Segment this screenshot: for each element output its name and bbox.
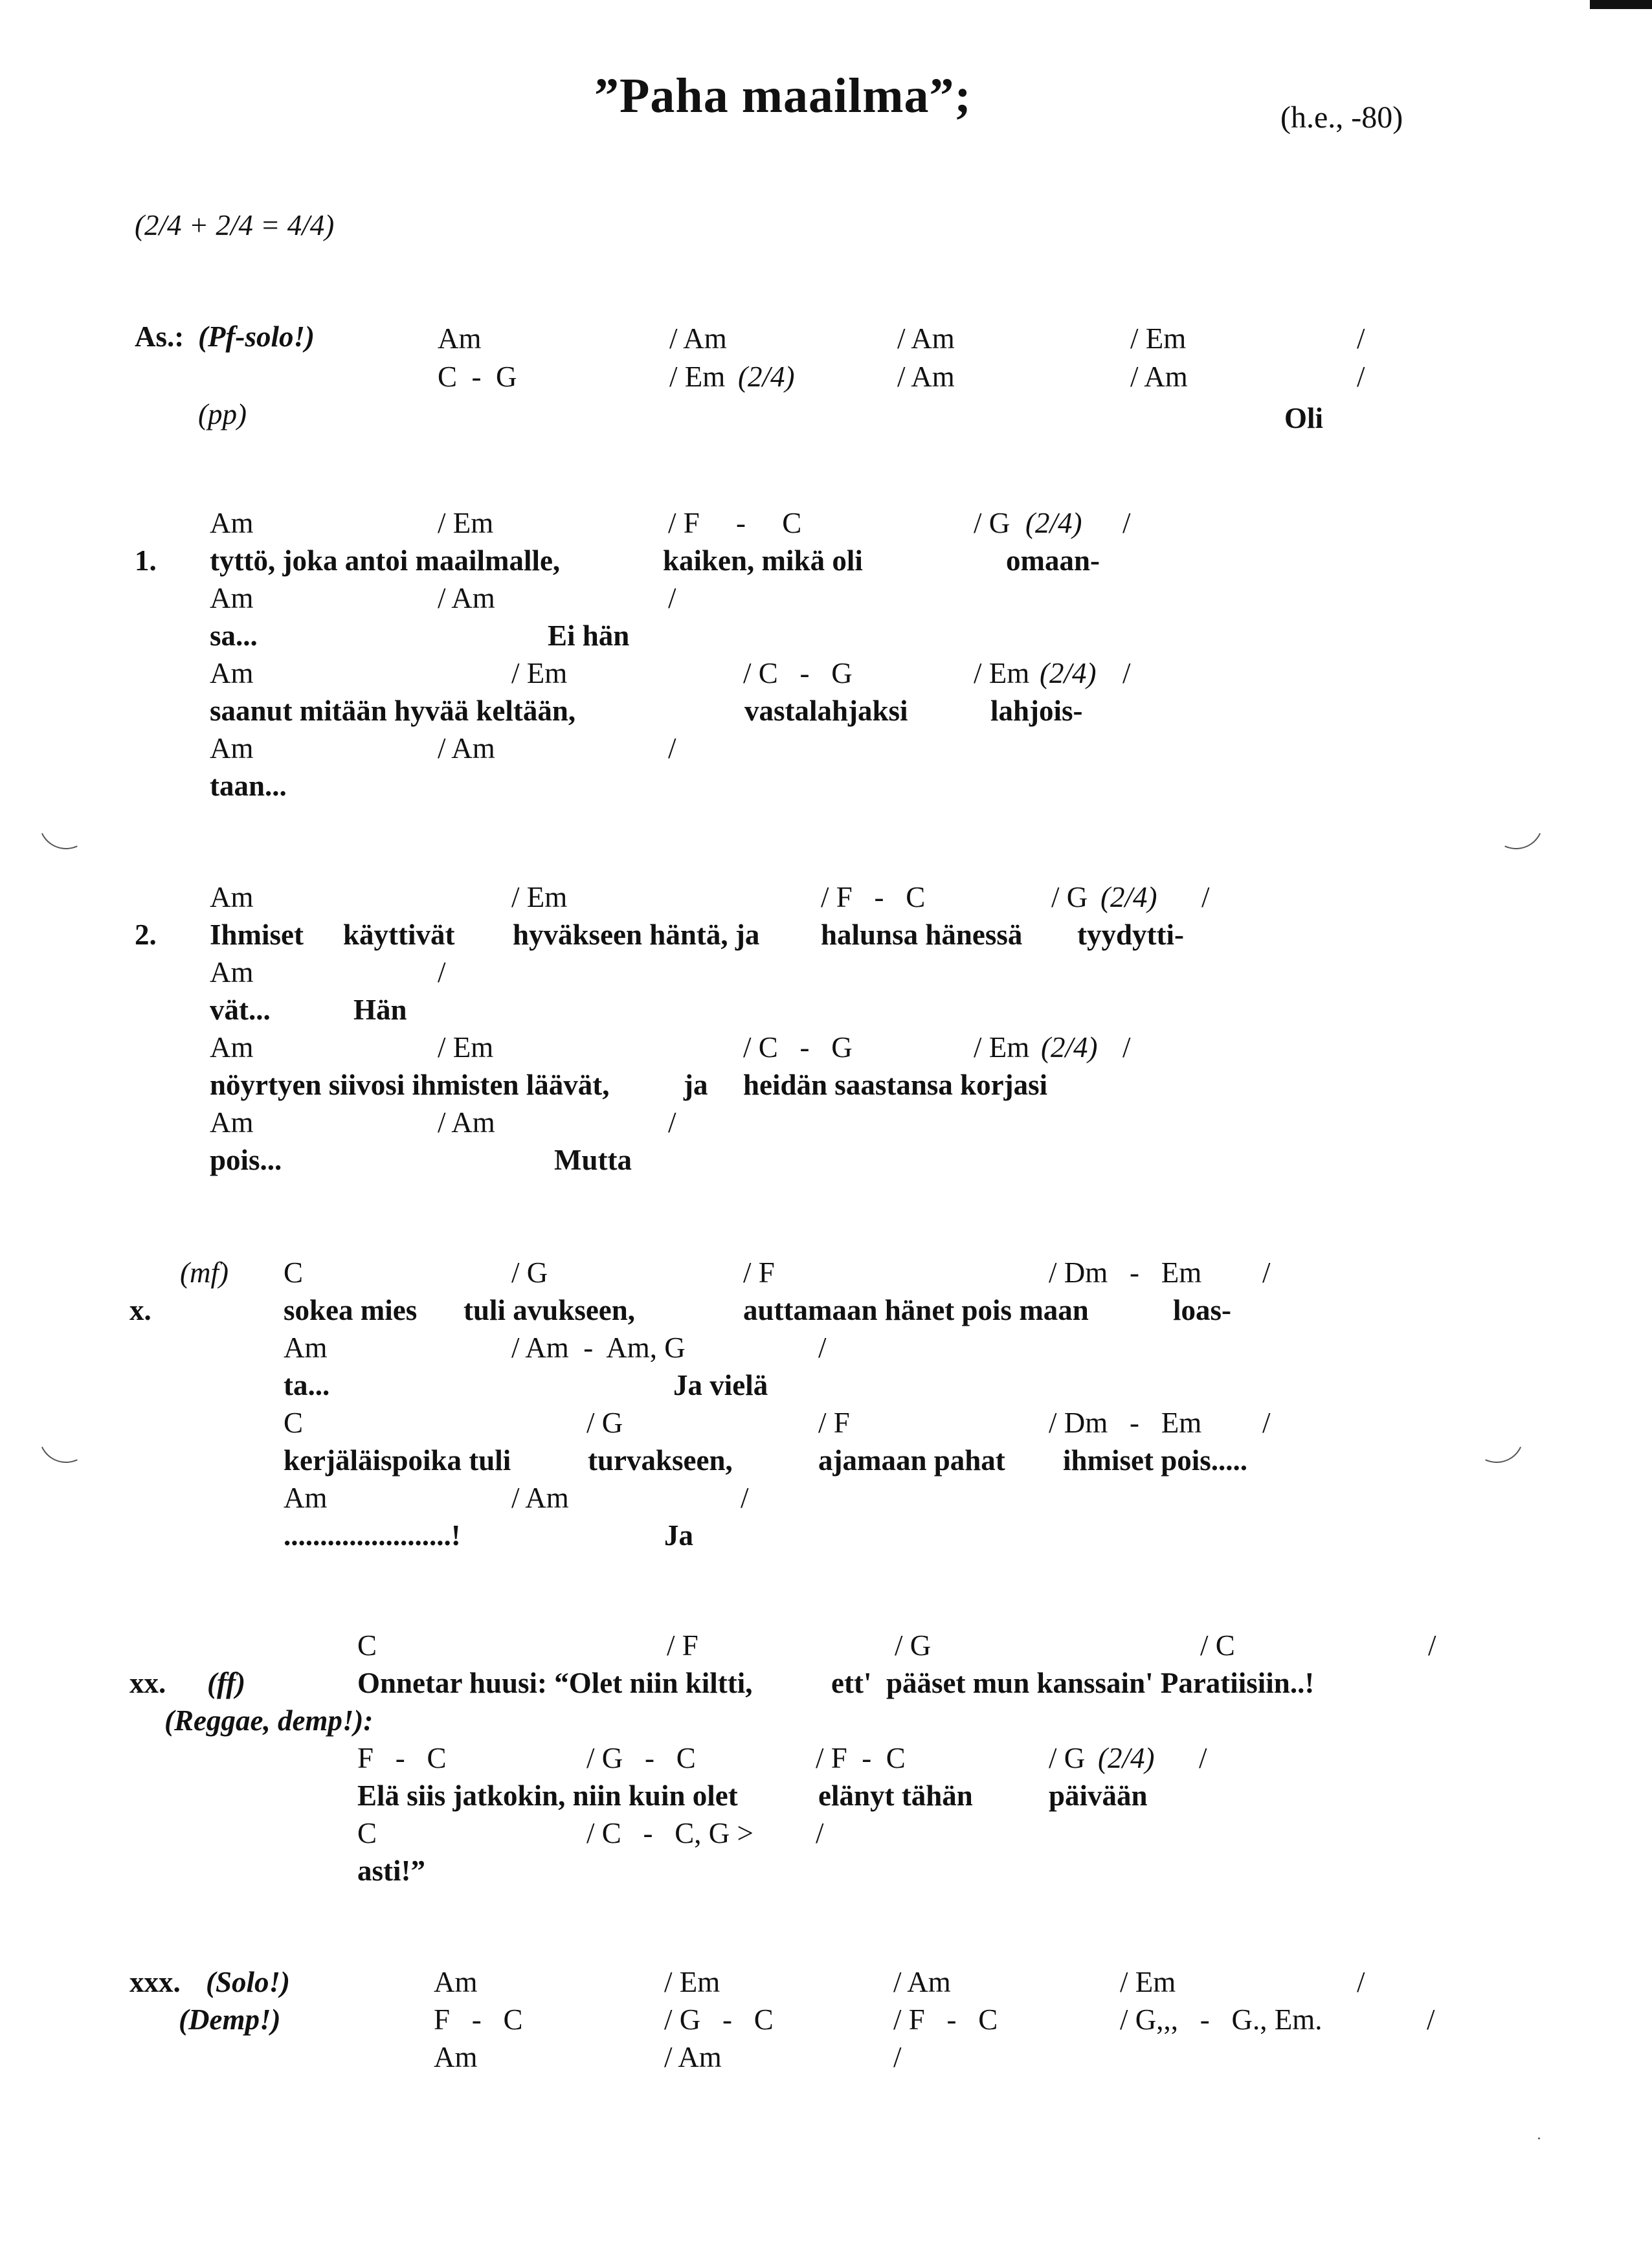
verse-number: 2. — [135, 919, 157, 951]
verse-number: 1. — [135, 544, 157, 577]
lyric: kerjäläispoika tuli — [284, 1444, 511, 1477]
bar-line: / — [668, 1106, 676, 1139]
chord: / G - C — [586, 1742, 696, 1774]
intro-label-note: (Pf-solo!) — [198, 320, 315, 353]
chord: / C - C, G > — [586, 1817, 753, 1849]
chord: / G - C — [664, 2003, 774, 2036]
chord: Am — [210, 1106, 254, 1139]
chord: C — [357, 1817, 377, 1849]
bar-line: / — [818, 1332, 827, 1364]
lyric: sokea mies — [284, 1294, 418, 1326]
lyric: Mutta — [554, 1144, 632, 1176]
lyric: Elä siis jatkokin, niin kuin olet — [357, 1779, 738, 1812]
lyric: sa... — [210, 619, 258, 652]
verse-number: xx. — [129, 1667, 166, 1699]
bar-line: / — [438, 956, 446, 988]
lyric: taan... — [210, 770, 287, 802]
chord: / F — [818, 1407, 850, 1439]
chord: / G — [974, 507, 1018, 539]
chord: / C - G — [743, 1031, 853, 1064]
chord: Am — [284, 1332, 328, 1364]
chord: / Em — [1130, 322, 1187, 355]
song-title: ”Paha maailma”; — [594, 69, 972, 123]
meter-mark: (2/4) — [1040, 657, 1097, 689]
lyric: nöyrtyen siivosi ihmisten läävät, — [210, 1069, 610, 1101]
chord: / G — [586, 1407, 623, 1439]
chord: / Am — [438, 732, 495, 764]
lyric: tyttö, joka antoi maailmalle, — [210, 544, 561, 577]
dynamic-mark: (ff) — [207, 1667, 246, 1699]
bar-line: / — [1122, 1031, 1131, 1064]
lyric: kaiken, mikä oli — [663, 544, 863, 577]
chord: / Em — [669, 361, 733, 393]
chord: / Em — [438, 1031, 494, 1064]
lyric: elänyt tähän — [818, 1779, 973, 1812]
meter-mark: (2/4) — [1098, 1742, 1155, 1774]
chord: Am — [434, 1966, 478, 1998]
lyric: Ja — [664, 1519, 693, 1552]
chord: / Am — [897, 361, 955, 393]
bar-line: / — [893, 2041, 902, 2073]
lyric: vät... — [210, 994, 271, 1026]
bar-line: / — [1428, 1629, 1436, 1662]
solo-note: (Solo!) — [206, 1966, 291, 1998]
chord: / G — [895, 1629, 932, 1662]
lyric: lahjois- — [990, 695, 1083, 727]
lyric: ett' pääset mun kanssain' Paratiisiin..! — [831, 1667, 1315, 1699]
chord: / Em — [438, 507, 494, 539]
chord: C — [284, 1256, 304, 1289]
chord: / Am — [511, 1482, 569, 1514]
song-credit: (h.e., -80) — [1280, 100, 1403, 135]
chord: F - C — [357, 1742, 447, 1774]
bar-line: / — [1357, 1966, 1365, 1998]
bar-line: / — [1122, 657, 1131, 689]
intro-label: As.: — [135, 320, 184, 353]
chord: F - C — [434, 2003, 523, 2036]
chord: / Am — [438, 582, 495, 614]
chord: Am — [210, 881, 254, 913]
meter-mark: (2/4) — [1100, 881, 1157, 913]
bar-line: / — [1262, 1407, 1271, 1439]
punch-hole-shadow — [31, 787, 101, 857]
chord: Am — [284, 1482, 328, 1514]
dynamic-mark: (pp) — [198, 398, 247, 430]
chord: / F — [667, 1629, 698, 1662]
lyric: .......................! — [284, 1519, 461, 1552]
chord: / C — [1200, 1629, 1235, 1662]
lyric: ja — [684, 1069, 708, 1101]
chord: / Em — [974, 1031, 1037, 1064]
chord: / G — [511, 1256, 548, 1289]
scan-speck — [1538, 2137, 1540, 2139]
bar-line: / — [668, 582, 676, 614]
bar-line: / — [1357, 361, 1365, 393]
chord: / Dm - Em — [1049, 1407, 1202, 1439]
bar-line: / — [741, 1482, 749, 1514]
lyric: Oli — [1284, 402, 1324, 434]
lyric: asti!” — [357, 1855, 425, 1887]
chord: Am — [210, 732, 254, 764]
lyric: käyttivät — [343, 919, 455, 951]
meter-mark: (2/4) — [738, 361, 795, 393]
chord: / Am — [897, 322, 955, 355]
lyric: loas- — [1173, 1294, 1231, 1326]
chord: / G — [1049, 1742, 1093, 1774]
bar-line: / — [816, 1817, 824, 1849]
chord: / F - C — [893, 2003, 998, 2036]
style-note: (Reggae, demp!): — [164, 1704, 374, 1737]
chord: Am — [438, 322, 482, 355]
chord: / Em — [511, 881, 568, 913]
lyric: hyväkseen häntä, ja — [513, 919, 760, 951]
lyric: turvakseen, — [588, 1444, 733, 1477]
lyric: tuli avukseen, — [463, 1294, 636, 1326]
lyric: Onnetar huusi: “Olet niin kiltti, — [357, 1667, 753, 1699]
chord: / Am — [1130, 361, 1188, 393]
lyric: Ei hän — [548, 619, 630, 652]
lyric: halunsa hänessä — [821, 919, 1023, 951]
chord: / F — [743, 1256, 775, 1289]
bar-line: / — [1262, 1256, 1271, 1289]
chord: Am — [210, 657, 254, 689]
chord: / F - C — [668, 507, 802, 539]
meter-mark: (2/4) — [1025, 507, 1082, 539]
chord: / G — [1051, 881, 1095, 913]
lyric: pois... — [210, 1144, 282, 1176]
chord: / Em — [664, 1966, 720, 1998]
chord: Am — [210, 956, 254, 988]
verse-number: xxx. — [129, 1966, 181, 1998]
chord: C - G — [438, 361, 517, 393]
chord: / Dm - Em — [1049, 1256, 1202, 1289]
lyric: vastalahjaksi — [744, 695, 908, 727]
meter-note: (2/4 + 2/4 = 4/4) — [135, 209, 335, 241]
chord: / Em — [974, 657, 1037, 689]
demp-note: (Demp!) — [179, 2003, 281, 2036]
dynamic-mark: (mf) — [180, 1256, 229, 1289]
lyric: Hän — [353, 994, 407, 1026]
chord: Am — [210, 507, 254, 539]
punch-hole-shadow — [1462, 1401, 1532, 1471]
bar-line: / — [1199, 1742, 1207, 1774]
lyric: saanut mitään hyvää keltään, — [210, 695, 576, 727]
chord: / Am - Am, G — [511, 1332, 686, 1364]
scan-edge-mark — [1590, 0, 1652, 9]
chord: / Am — [438, 1106, 495, 1139]
meter-mark: (2/4) — [1041, 1031, 1098, 1064]
lyric: ta... — [284, 1369, 330, 1401]
bar-line: / — [1427, 2003, 1435, 2036]
lyric: Ihmiset — [210, 919, 304, 951]
chord: C — [284, 1407, 304, 1439]
bar-line: / — [1201, 881, 1210, 913]
punch-hole-shadow — [31, 1401, 101, 1471]
chord: / G,,, - G., Em. — [1120, 2003, 1323, 2036]
chord: C — [357, 1629, 377, 1662]
verse-number: x. — [129, 1294, 151, 1326]
lyric: päivään — [1049, 1779, 1148, 1812]
bar-line: / — [1122, 507, 1131, 539]
chord: / F - C — [816, 1742, 906, 1774]
chord: Am — [210, 582, 254, 614]
lyric: ihmiset pois..... — [1063, 1444, 1248, 1477]
punch-hole-shadow — [1481, 787, 1551, 857]
chord: / Em — [511, 657, 568, 689]
chord: / Am — [669, 322, 727, 355]
chord: / Em — [1120, 1966, 1176, 1998]
bar-line: / — [668, 732, 676, 764]
chord: Am — [210, 1031, 254, 1064]
bar-line: / — [1357, 322, 1365, 355]
lyric: auttamaan hänet pois maan — [743, 1294, 1089, 1326]
chord: / C - G — [743, 657, 853, 689]
chord: / Am — [893, 1966, 951, 1998]
lyric: heidän saastansa korjasi — [743, 1069, 1048, 1101]
lyric: omaan- — [1006, 544, 1100, 577]
lyric: ajamaan pahat — [818, 1444, 1005, 1477]
lyric: tyydytti- — [1077, 919, 1184, 951]
lyric: Ja vielä — [673, 1369, 768, 1401]
chord: / F - C — [821, 881, 926, 913]
chord: / Am — [664, 2041, 722, 2073]
chord: Am — [434, 2041, 478, 2073]
